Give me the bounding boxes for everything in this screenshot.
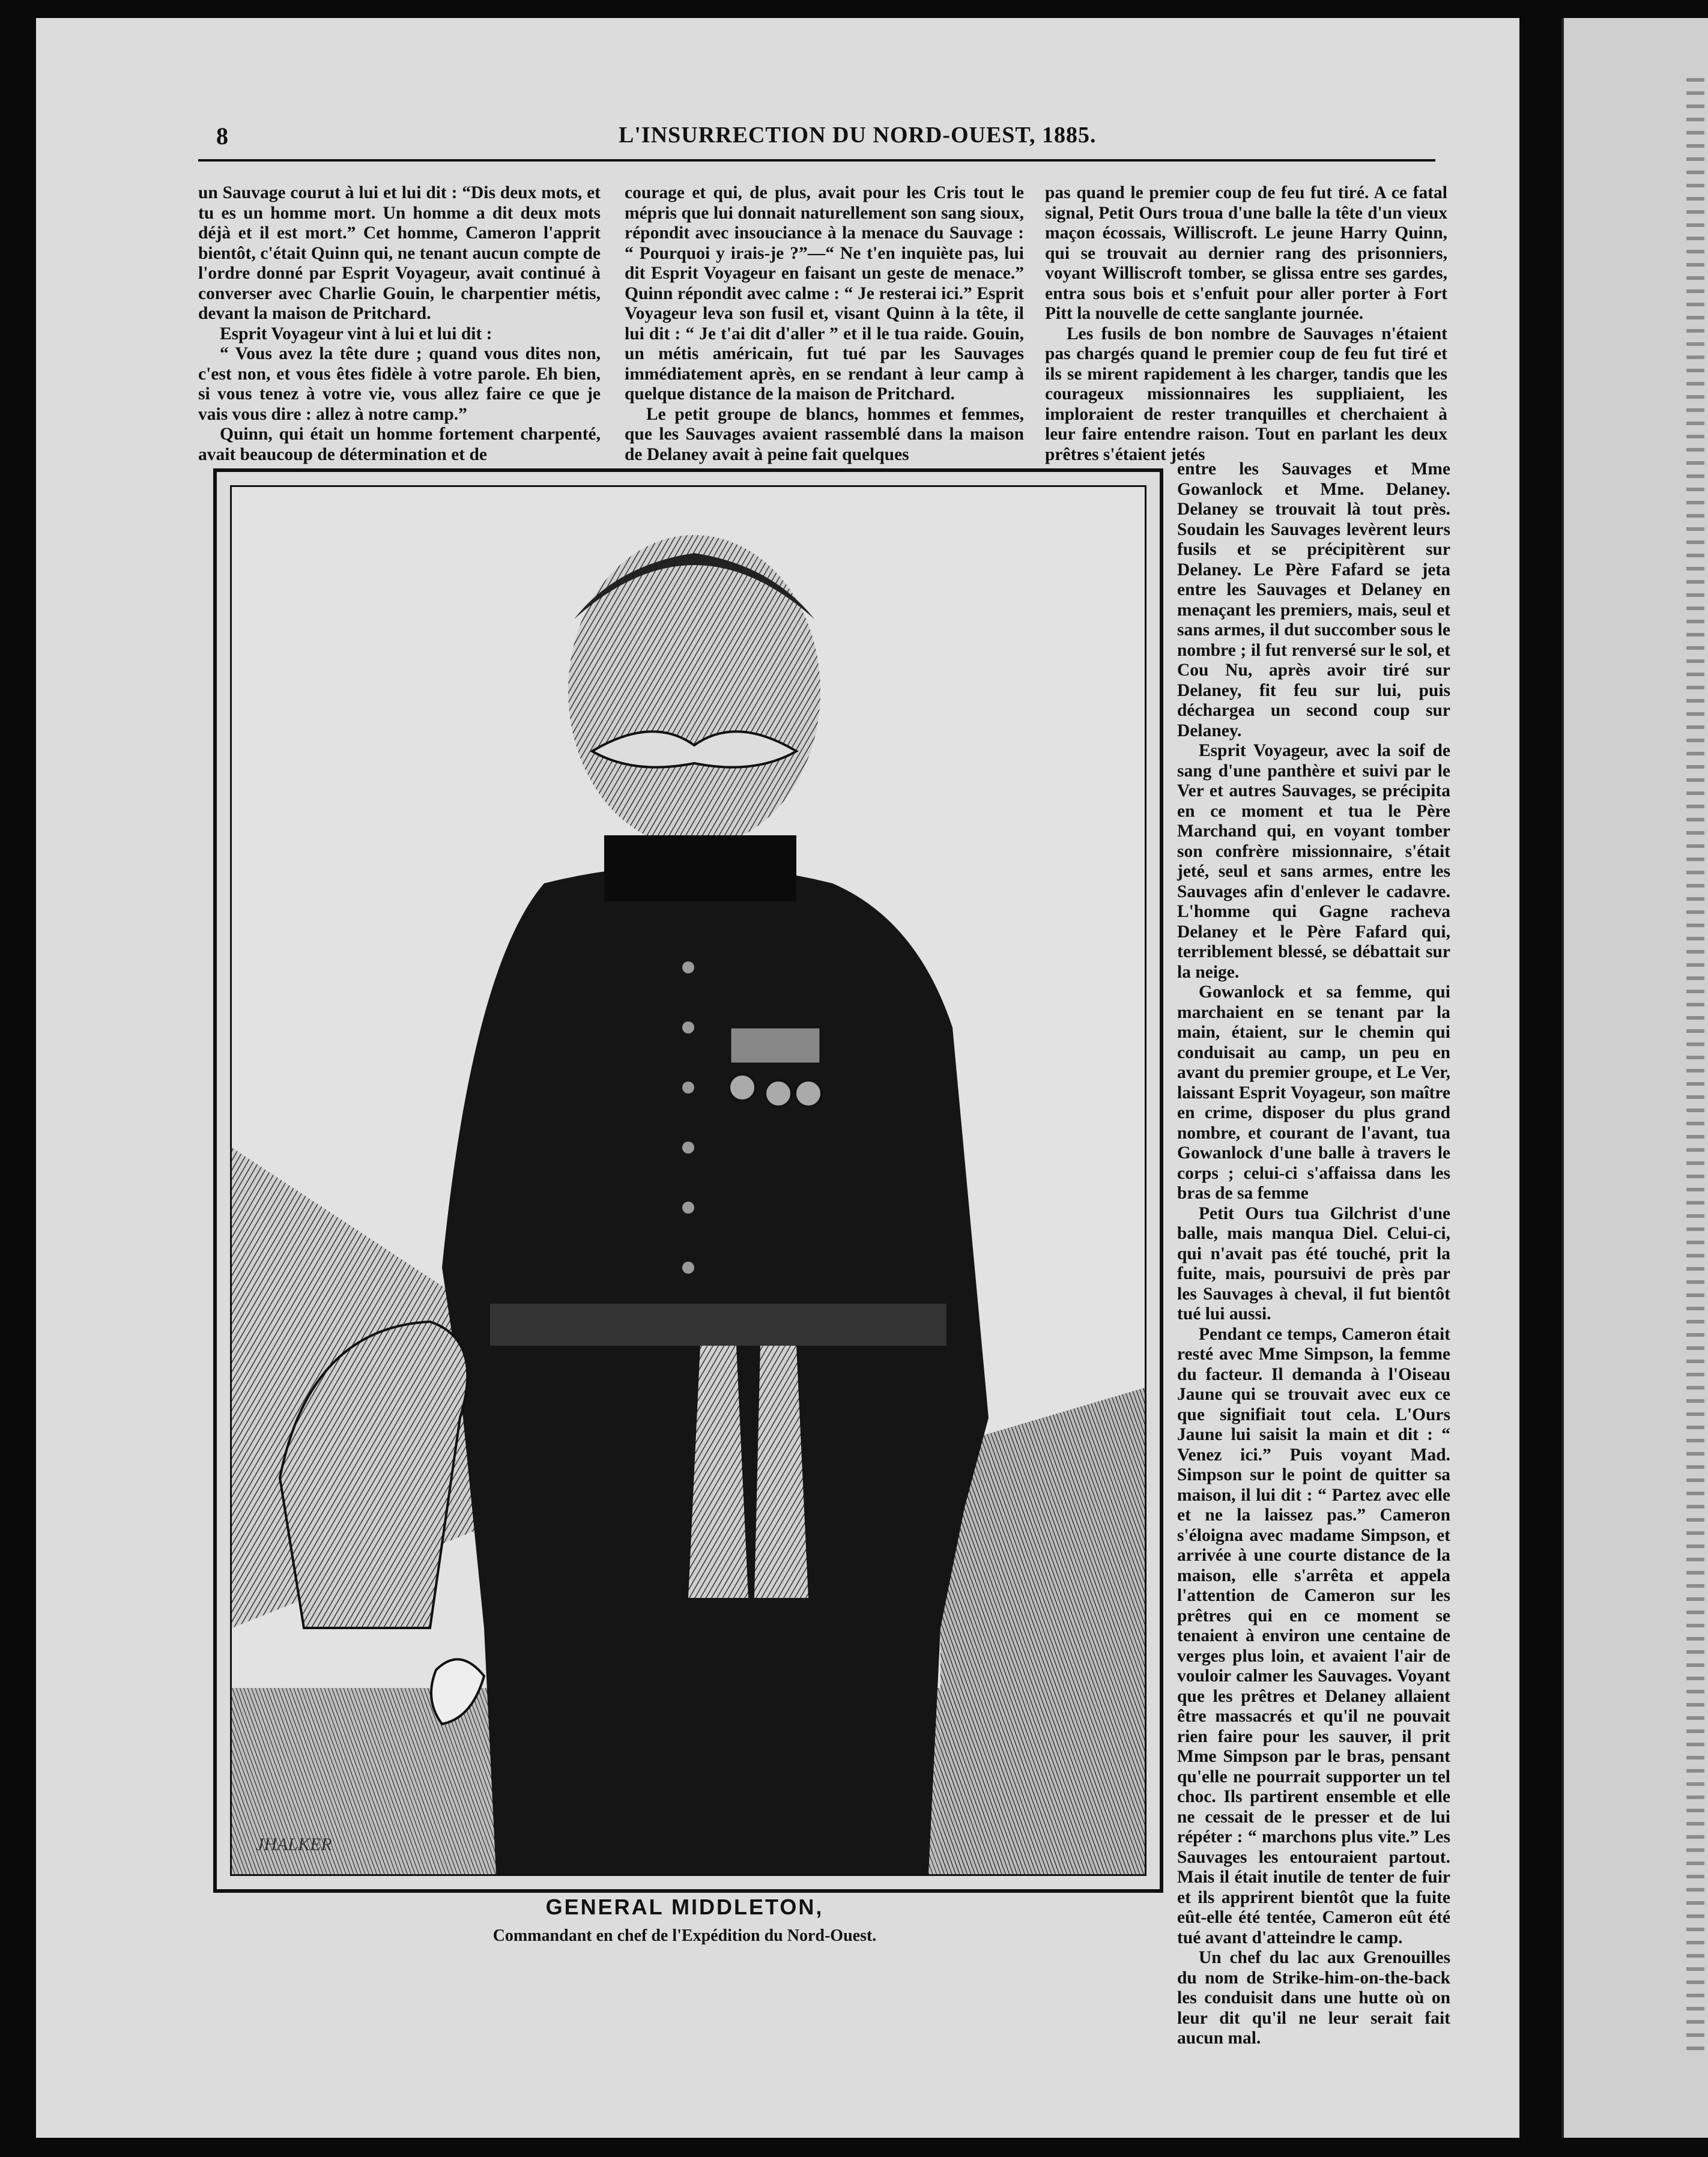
collar	[604, 835, 796, 901]
paragraph: Petit Ours tua Gilchrist d'une balle, mais manqua Diel. Celui-ci, qui n'avait pas été touché, prit la fuite, mais, poursuivi de près par les Sauvages à cheval, il fut bientôt tué lui aussi.	[1177, 1203, 1450, 1324]
paragraph: Le petit groupe de blancs, hommes et femmes, que les Sauvages avaient rassemblé dans la maison de Delaney avait à peine fait quelques	[625, 404, 1024, 464]
illustration-caption-title: GENERAL MIDDLETON,	[545, 1895, 824, 1919]
text-column-2	[625, 183, 1024, 465]
text-column-3	[1045, 183, 1447, 465]
paragraph: Esprit Voyageur vint à lui et lui dit :	[220, 324, 492, 343]
text-column-3-continued	[1177, 459, 1450, 2049]
adjacent-page-edge	[1561, 18, 1708, 2138]
paragraph: “ Vous avez la tête dure ; quand vous dites non, c'est non, et vous êtes fidèle à votre parole. Eh bien, si vous tenez à votre vie, vous allez faire ce que je vais vous dire : allez à notre camp.”	[198, 344, 601, 424]
paragraph: Gowanlock et sa femme, qui marchaient en se tenant par la main, étaient, sur le chemin qui conduisait au camp, un peu en avant du premier groupe, et Le Ver, laissant Esprit Voyageur, son maître en crime, disposer du plus grand nombre, et courant de l'avant, tua Gowanlock d'une balle à travers le corps ; celui-ci s'affaissa dans les bras de sa femme	[1177, 982, 1450, 1203]
illustration-caption-subtitle: Commandant en chef de l'Expédition du Nord-Ouest.	[492, 1926, 877, 1945]
paragraph: Quinn, qui était un homme fortement charpenté, avait beaucoup de détermination et de	[198, 425, 601, 464]
text-column-1	[198, 183, 601, 465]
paragraph: un Sauvage courut à lui et lui dit : “Dis deux mots, et tu es un homme mort. Un homme a dit deux mots déjà et il est mort.” Cet homme, Cameron l'apprit bientôt, c'était Quinn qui, ne tenant aucun compte de l'ordre donné par Esprit Voyageur, avait continué à converser avec Charlie Gouin, le charpentier métis, devant la maison de Pritchard.	[198, 183, 601, 323]
header-rule	[198, 159, 1435, 162]
paragraph: Un chef du lac aux Grenouilles du nom de Strike-him-on-the-back les conduisit dans une hutte où on leur dit qu'il ne leur serait fait aucun mal.	[1177, 1948, 1450, 2048]
paragraph: Pendant ce temps, Cameron était resté avec Mme Simpson, la femme du facteur. Il demanda à l'Oiseau Jaune qui se trouvait avec eux ce que signifiait tout cela. L'Ours Jaune lui saisit la main et dit : “ Venez ici.” Puis voyant Mad. Simpson sur le point de quitter sa maison, il lui dit : “ Partez avec elle et ne la laissez pas.” Cameron s'éloigna avec madame Simpson, et arrivée à une courte distance de la maison, elle s'arrêta et appela l'attention de Cameron sur les prêtres qui en ce moment se tenaient à environ une centaine de verges plus loin, et avaient l'air de vouloir calmer les Sauvages. Voyant que les prêtres et Delaney allaient être massacrés et qu'il ne pouvait rien faire pour les sauver, il prit Mme Simpson par le bras, pensant qu'elle ne pourrait supporter un tel choc. Ils partirent ensemble et elle ne cessait de le presser et de lui répéter : “ marchons plus vite.” Les Sauvages les entouraient partout. Mais il était inutile de tenter de fuir et ils apprirent bientôt que la fuite eût-elle été tentée, Cameron eût été tué avant d'atteindre le camp.	[1177, 1324, 1450, 1947]
paragraph: pas quand le premier coup de feu fut tiré. A ce fatal signal, Petit Ours troua d'une balle la tête d'un vieux maçon écossais, Williscroft. Le jeune Harry Quinn, qui se trouvait au dernier rang des prisonniers, voyant Williscroft tomber, se glissa entre ses gardes, entra sous bois et s'enfuit pour aller porter à Fort Pitt la nouvelle de cette sanglante journée.	[1045, 183, 1447, 323]
paragraph: courage et qui, de plus, avait pour les Cris tout le mépris que lui donnait naturellement son sang sioux, répondit avec insouciance à la menace du Sauvage : “ Pourquoi y irais-je ?”—“ Ne t'en inquiète pas, lui dit Esprit Voyageur en faisant un geste de menace.” Quinn répondit avec calme : “ Je resterai ici.” Esprit Voyageur leva son fusil et, visant Quinn à la tête, il lui dit : “ Je t'ai dit d'aller ” et il le tua raide. Gouin, un métis américain, fut tué par les Sauvages immédiatement après, en se rendant à leur camp à quelque distance de la maison de Pritchard.	[625, 183, 1024, 404]
engraver-signature: JHALKER	[256, 1835, 332, 1854]
paragraph: entre les Sauvages et Mme Gowanlock et Mme. Delaney. Delaney se trouvait là tout près. Soudain les Sauvages levèrent leurs fusils et se précipitèrent sur Delaney. Le Père Fafard se jeta entre les Sauvages et Delaney en menaçant les premiers, mais, seul et sans armes, il dut succomber sous le nombre ; il fut renversé sur le sol, et Cou Nu, après avoir tiré sur Delaney, fit feu sur lui, puis déchargea un second coup sur Delaney.	[1177, 459, 1450, 740]
page-number: 8	[216, 123, 228, 150]
portrait-engraving	[230, 485, 1146, 1876]
adjacent-page-text	[1686, 78, 1704, 2060]
paragraph: Les fusils de bon nombre de Sauvages n'étaient pas chargés quand le premier coup de feu fut tiré et ils se mirent rapidement à les charger, tandis que les courageux missionnaires les suppliaient, les imploraient de rester tranquilles et cherchaient à leur faire entendre raison. Tout en parlant les deux prêtres s'étaient jetés	[1045, 324, 1447, 464]
head	[568, 535, 820, 847]
running-title: L'INSURRECTION DU NORD-OUEST, 1885.	[619, 123, 1097, 148]
belt	[490, 1304, 946, 1346]
page-header	[180, 117, 1417, 153]
portrait-illustration	[232, 487, 1145, 1874]
newspaper-page	[36, 18, 1519, 2138]
portrait-frame	[213, 468, 1163, 1893]
paragraph: Esprit Voyageur, avec la soif de sang d'une panthère et suivi par le Ver et autres Sauvages, se précipita en ce moment et tua le Père Marchand qui, en voyant tomber son confrère missionnaire, s'était jeté, seul et sans armes, entre les Sauvages afin d'enlever le cadavre. L'homme qui Gagne racheva Delaney et le Père Fafard qui, terriblement blessé, se débattait sur la neige.	[1177, 741, 1450, 982]
